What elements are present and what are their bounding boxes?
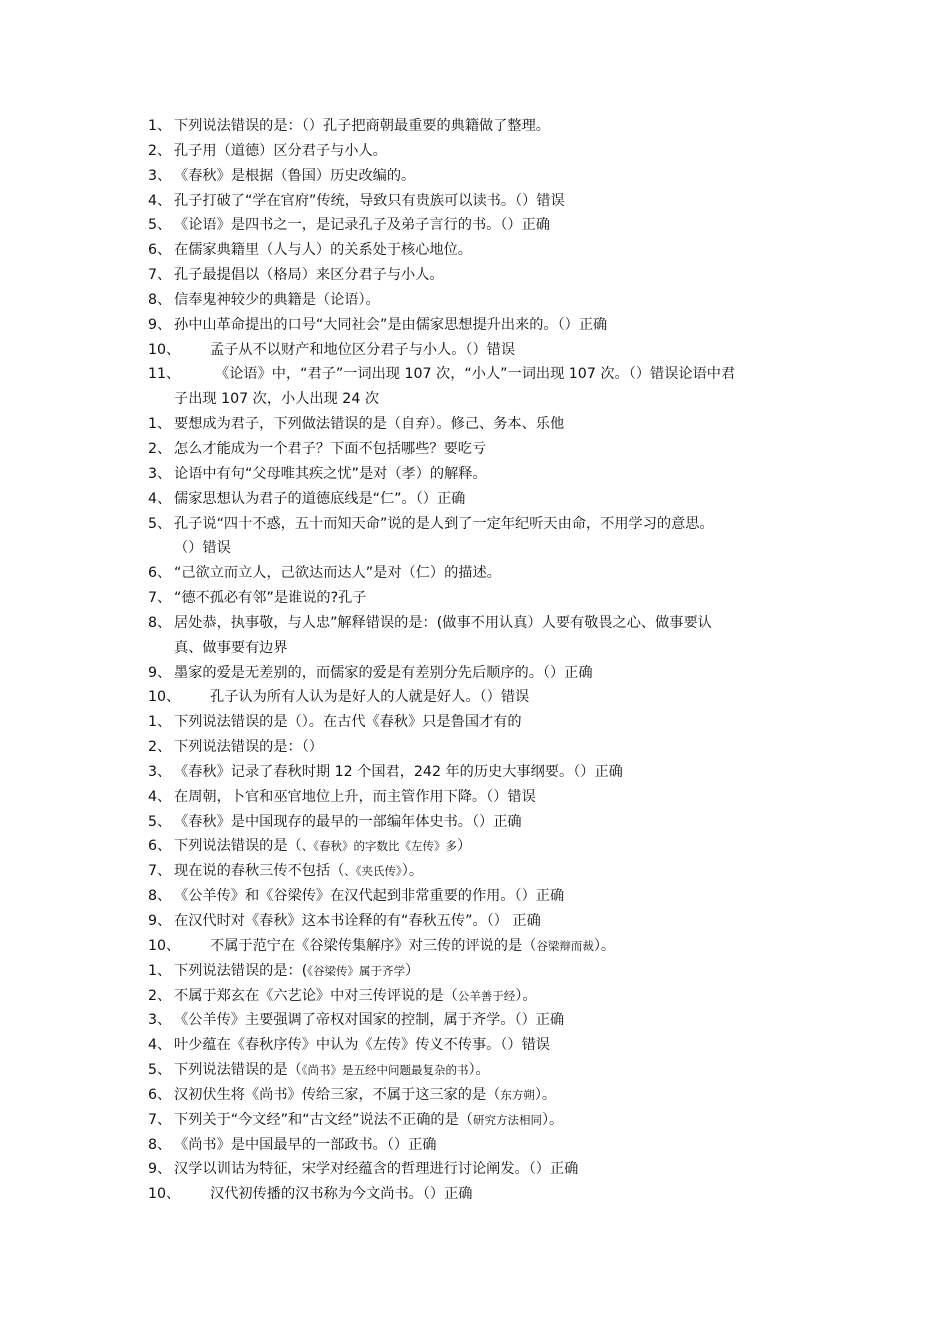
item-text: 孙中山革命提出的口号“大同社会”是由儒家思想提升出来的。（）正确 — [174, 316, 608, 333]
item-text: 《公羊传》主要强调了帝权对国家的控制，属于齐学。（）正确 — [174, 1012, 565, 1029]
list-item — [0, 437, 950, 462]
item-text: 下列说法错误的是：（）孔子把商朝最重要的典籍做了整理。 — [174, 118, 550, 134]
item-text: 孔子说“四十不惑，五十而知天命”说的是人到了一定年纪听天由命，不用学习的意思。 — [174, 515, 714, 532]
item-number: 6、 — [148, 838, 172, 855]
list-item — [0, 685, 950, 710]
item-number: 3、 — [148, 167, 172, 184]
item-text: 孔子打破了“学在官府”传统，导致只有贵族可以读书。（）错误 — [174, 192, 565, 209]
item-text: 《论语》中，“君子”一词出现 107 次，“小人”一词出现 107 次。（）错误论语中君 — [215, 366, 736, 383]
item-text: “己欲立而立人，己欲达而达人”是对（仁）的描述。 — [174, 565, 501, 582]
answer-small: 公羊善于经 — [457, 988, 516, 1003]
item-text: 下列说法错误的是（、《春秋》的字数比《左传》多） — [174, 838, 472, 855]
list-item — [0, 810, 950, 835]
item-number: 10、 — [148, 1186, 181, 1203]
list-item — [0, 362, 950, 387]
item-number: 5、 — [148, 1062, 172, 1079]
item-text: 居处恭，执事敬，与人忠”解释错误的是：(做事不用认真）人要有敬畏之心、做事要认 — [174, 614, 712, 631]
item-number: 6、 — [148, 565, 172, 582]
item-text: 下列关于“今文经”和“古文经”说法不正确的是（研究方法相同）。 — [174, 1111, 564, 1128]
list-item — [0, 288, 950, 313]
list-item-continuation — [0, 387, 950, 412]
item-number: 5、 — [148, 217, 172, 234]
list-item — [0, 909, 950, 934]
item-number: 10、 — [148, 937, 181, 954]
answer-small: 、《夹氏传》 — [344, 864, 402, 879]
answer-small: 谷梁辩而裁 — [536, 938, 594, 953]
list-item — [0, 139, 950, 164]
list-item — [0, 1083, 950, 1108]
item-number: 4、 — [148, 1037, 172, 1054]
list-item — [0, 611, 950, 636]
item-number: 7、 — [148, 590, 172, 607]
item-number: 9、 — [148, 913, 172, 929]
list-item — [0, 984, 950, 1009]
item-text: 真、做事要有边界 — [174, 639, 288, 656]
list-item — [0, 561, 950, 586]
item-number: 4、 — [148, 192, 172, 209]
list-item — [0, 1033, 950, 1058]
list-item — [0, 661, 950, 686]
list-item — [0, 586, 950, 611]
list-item — [0, 1108, 950, 1133]
item-number: 10、 — [148, 689, 181, 706]
item-number: 1、 — [148, 118, 172, 134]
answer-small: 《谷梁传》属于齐学 — [307, 963, 405, 978]
item-text: 不属于郑玄在《六艺论》中对三传评说的是（公羊善于经）。 — [174, 987, 537, 1004]
item-text: 下列说法错误的是：（） — [174, 739, 323, 756]
item-text: 在儒家典籍里（人与人）的关系处于核心地位。 — [174, 242, 472, 259]
item-text: 孔子最提倡以（格局）来区分君子与小人。 — [174, 267, 444, 284]
item-number: 8、 — [148, 1136, 172, 1153]
list-item-continuation — [0, 636, 950, 661]
item-text: 汉学以训诂为特征，宋学对经蕴含的哲理进行讨论阐发。（）正确 — [174, 1161, 579, 1178]
item-text: 儒家思想认为君子的道德底线是“仁”。（）正确 — [174, 490, 466, 507]
list-item — [0, 263, 950, 288]
item-number: 6、 — [148, 1086, 172, 1103]
item-number: 2、 — [148, 142, 172, 159]
item-text: 孟子从不以财产和地位区分君子与小人。（）错误 — [210, 341, 516, 358]
item-number: 4、 — [148, 490, 172, 507]
list-item — [0, 462, 950, 487]
list-item — [0, 512, 950, 537]
list-item — [0, 487, 950, 512]
item-number: 5、 — [148, 515, 172, 532]
list-item — [0, 189, 950, 214]
list-item — [0, 338, 950, 363]
item-text: 孔子用（道德）区分君子与小人。 — [174, 142, 387, 159]
list-item — [0, 1133, 950, 1158]
item-number: 1、 — [148, 962, 172, 979]
item-text: 不属于范宁在《谷梁传集解序》对三传的评说的是（谷梁辩而裁）。 — [210, 937, 616, 954]
item-text: 下列说法错误的是：(《谷梁传》属于齐学） — [174, 962, 420, 979]
item-text: 下列说法错误的是（《尚书》是五经中问题最复杂的书）。 — [174, 1062, 490, 1079]
list-item — [0, 959, 950, 984]
list-item — [0, 1182, 950, 1207]
list-item — [0, 834, 950, 859]
list-item — [0, 114, 950, 139]
list-item — [0, 412, 950, 437]
item-text: 《春秋》是中国现存的最早的一部编年体史书。（）正确 — [174, 813, 522, 830]
item-number: 9、 — [148, 1161, 172, 1178]
item-text: 《春秋》是根据（鲁国）历史改编的。 — [174, 167, 416, 184]
item-text: 信奉鬼神较少的典籍是（论语）。 — [174, 291, 380, 308]
list-item — [0, 884, 950, 909]
item-text: 在汉代时对《春秋》这本书诠释的有“春秋五传”。（） 正确 — [174, 913, 541, 929]
item-number: 7、 — [148, 863, 172, 880]
list-item — [0, 313, 950, 338]
item-number: 8、 — [148, 888, 172, 905]
item-text: 《尚书》是中国最早的一部政书。（）正确 — [174, 1136, 437, 1153]
item-number: 3、 — [148, 763, 172, 780]
list-item — [0, 859, 950, 884]
item-text: 子出现 107 次，小人出现 24 次 — [174, 391, 380, 408]
item-number: 5、 — [148, 813, 172, 830]
item-text: 论语中有句“父母唯其疾之忧”是对（孝）的解释。 — [174, 465, 487, 482]
item-number: 9、 — [148, 664, 172, 681]
item-number: 7、 — [148, 1111, 172, 1128]
item-number: 10、 — [148, 341, 181, 358]
item-text: 孔子认为所有人认为是好人的人就是好人。（）错误 — [210, 689, 530, 706]
item-text: 下列说法错误的是（）。在古代《春秋》只是鲁国才有的 — [174, 714, 522, 731]
list-item — [0, 785, 950, 810]
list-item — [0, 1008, 950, 1033]
list-item — [0, 213, 950, 238]
item-number: 4、 — [148, 788, 172, 805]
list-item — [0, 238, 950, 263]
item-number: 8、 — [148, 614, 172, 631]
list-item — [0, 934, 950, 959]
item-text: 墨家的爱是无差别的，而儒家的爱是有差别分先后顺序的。（）正确 — [174, 664, 593, 681]
answer-small: 《尚书》是五经中问题最复杂的书 — [301, 1063, 469, 1078]
item-number: 2、 — [148, 987, 172, 1004]
item-number: 3、 — [148, 1012, 172, 1029]
item-text: 要想成为君子，下列做法错误的是（自弃）。修己、务本、乐他 — [174, 416, 565, 433]
item-text: 现在说的春秋三传不包括（、《夹氏传》）。 — [174, 863, 424, 880]
item-number: 9、 — [148, 316, 172, 333]
item-text: 《论语》是四书之一，是记录孔子及弟子言行的书。（）正确 — [174, 217, 550, 234]
list-item — [0, 1157, 950, 1182]
list-item — [0, 164, 950, 189]
item-text: 《春秋》记录了春秋时期 12 个国君，242 年的历史大事纲要。（）正确 — [174, 763, 623, 780]
item-text: 怎么才能成为一个君子？下面不包括哪些？要吃亏 — [174, 440, 487, 457]
item-number: 6、 — [148, 242, 172, 259]
item-number: 3、 — [148, 465, 172, 482]
item-number: 8、 — [148, 291, 172, 308]
item-number: 1、 — [148, 714, 172, 731]
answer-small: 东方朔 — [500, 1087, 535, 1102]
item-number: 2、 — [148, 739, 172, 756]
item-text: 汉初伏生将《尚书》传给三家，不属于这三家的是（东方朔）。 — [174, 1086, 557, 1103]
item-text: 在周朝，卜官和巫官地位上升，而主管作用下降。（）错误 — [174, 788, 536, 805]
answer-small: 、《春秋》的字数比《左传》多 — [301, 839, 457, 854]
item-text: 叶少蕴在《春秋序传》中认为《左传》传义不传事。（）错误 — [174, 1037, 550, 1054]
item-text: “德不孤必有邻”是谁说的?孔子 — [174, 590, 367, 607]
list-item — [0, 1058, 950, 1083]
item-number: 11、 — [148, 366, 181, 383]
item-number: 2、 — [148, 440, 172, 457]
answer-small: 研究方法相同 — [472, 1112, 542, 1127]
item-text: 汉代初传播的汉书称为今文尚书。（）正确 — [210, 1186, 473, 1203]
document-page — [0, 114, 950, 1207]
item-number: 1、 — [148, 416, 172, 433]
list-item — [0, 710, 950, 735]
item-number: 7、 — [148, 267, 172, 284]
item-text: 《公羊传》和《谷梁传》在汉代起到非常重要的作用。（）正确 — [174, 888, 565, 905]
list-item-continuation — [0, 536, 950, 561]
item-text: （）错误 — [174, 540, 231, 557]
list-item — [0, 760, 950, 785]
list-item — [0, 735, 950, 760]
